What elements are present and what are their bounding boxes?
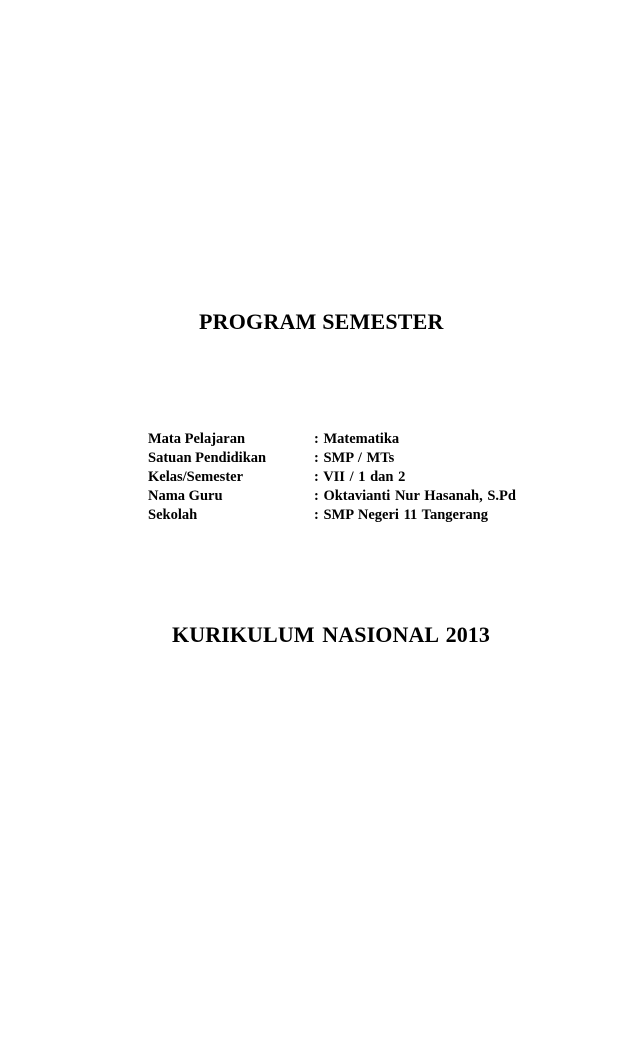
info-value: : SMP / MTs	[314, 450, 395, 466]
page-title: PROGRAM SEMESTER	[199, 309, 444, 334]
info-row-class-semester	[148, 468, 516, 487]
info-row-school	[148, 506, 516, 525]
info-value: : SMP Negeri 11 Tangerang	[314, 507, 488, 523]
info-value: : Oktavianti Nur Hasanah, S.Pd	[314, 488, 516, 504]
info-label: Satuan Pendidikan	[148, 450, 267, 466]
info-row-teacher	[148, 487, 516, 506]
info-value: : Matematika	[314, 431, 400, 447]
info-row-subject	[148, 430, 516, 449]
info-label: Kelas/Semester	[148, 469, 244, 485]
info-value: : VII / 1 dan 2	[314, 469, 406, 485]
info-label: Mata Pelajaran	[148, 431, 246, 447]
info-label: Nama Guru	[148, 488, 223, 504]
info-table	[148, 430, 516, 525]
curriculum-heading: KURIKULUM NASIONAL 2013	[172, 622, 490, 647]
info-label: Sekolah	[148, 507, 198, 523]
info-row-education-unit	[148, 449, 516, 468]
